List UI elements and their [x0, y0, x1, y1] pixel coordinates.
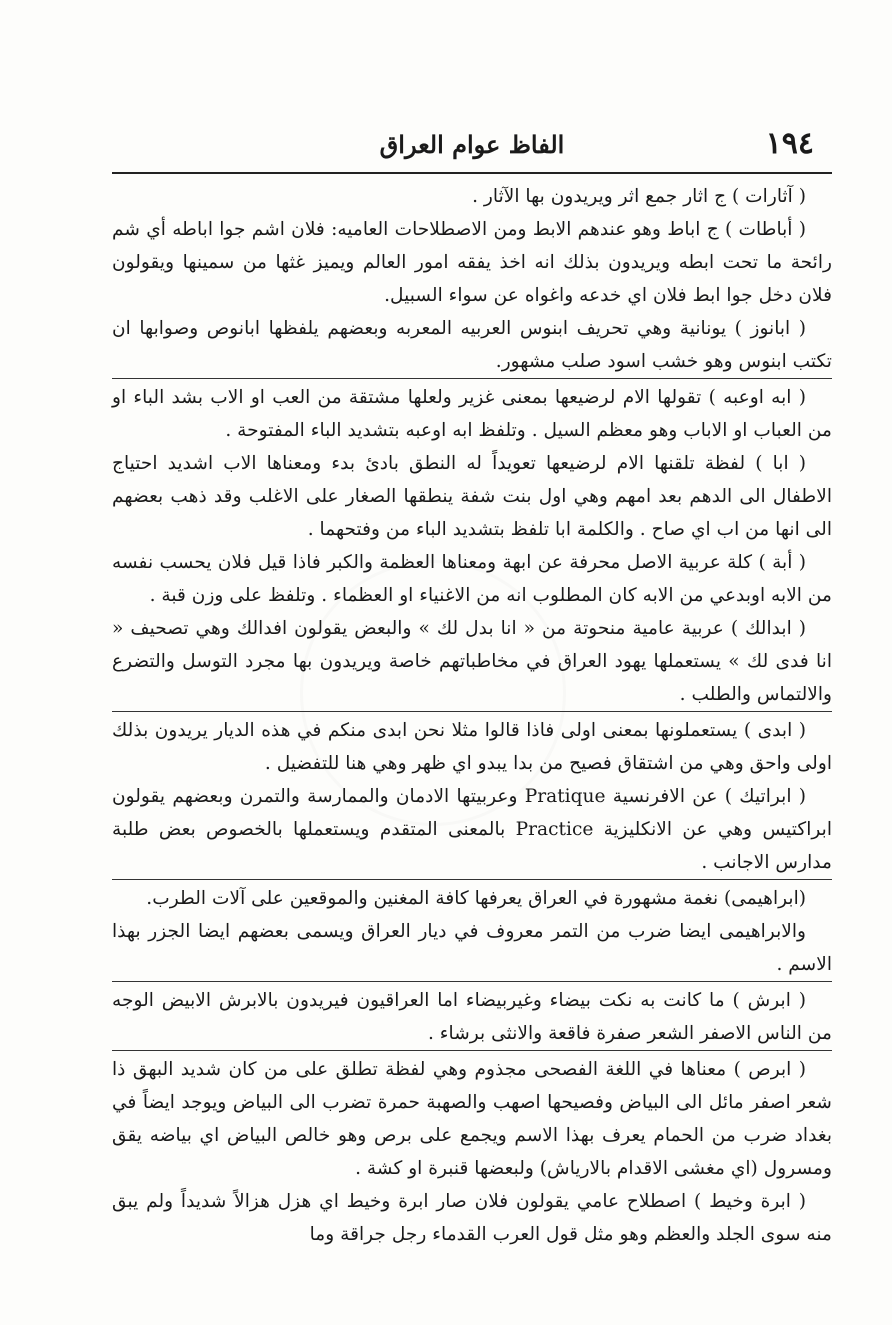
entry-atharat: ( آثارات ) ج اثار جمع اثر ويريدون بها الآثار .	[472, 186, 806, 207]
entry-abanuz: ( ابانوز ) يونانية وهي تحريف ابنوس العربيه المعربه وبعضهم يلفظها ابانوص وصوابها ان تكتب ابنوس وهو خشب اسود صلب مشهور.	[112, 318, 832, 372]
entry-abdalak: ( ابدالك ) عربية عامية منحوتة من « انا بدل لك » والبعض يقولون افدالك وهي تصحيف « انا فدى لك » يستعملها يهود العراق في مخاطباتهم خاصة ويريدون بها مجرد التوسل والتضرع والالتماس والطلب .	[112, 618, 832, 705]
entry-ibrahimi-date: والابراهيمى ايضا ضرب من التمر معروف في ديار العراق ويسمى بعضهم ايضا الجزر بهذا الاسم .	[112, 921, 832, 975]
entry-ibrahimi: (ابراهيمى) نغمة مشهورة في العراق يعرفها كافة المغنين والموقعين على آلات الطرب.	[112, 879, 832, 915]
entry-abda: ( ابدى ) يستعملونها بمعنى اولى فاذا قالوا مثلا نحن ابدى منكم في هذه الديار يريدون بذلك اولى واحق وهي من اشتقاق فصيح من بدا يبدو اي ظهر وهي هنا للتفضيل .	[112, 711, 832, 780]
entry-abras: ( ابرص ) معناها في اللغة الفصحى مجذوم وهي لفظة تطلق على من كان شديد البهق ذا شعر اصفر مائل الى البياض وفصيحها اصهب والصهبة حمرة تضرب الى البياض ويوجد ايضاً في بغداد ضرب من الحمام يعرف بهذا الاسم ويجمع على برص وهو خالص البياض اي بياضه يقق ومسرول (اي مغشى الاقدام بالارياش) ولبعضها قنبرة او كشة .	[112, 1050, 832, 1185]
book-page	[112, 120, 832, 1251]
entry-abba-awabba: ( ابه اوعبه ) تقولها الام لرضيعها بمعنى غزير ولعلها مشتقة من العب او الاب بشد الباء او من العباب او الاباب وهو معظم السيل . وتلفظ ابه اوعبه بتشديد الباء المفتوحة .	[112, 378, 832, 447]
entry-abatat: ( أباطات ) ج اباط وهو عندهم الابط ومن الاصطلاحات العاميه: فلان اشم جوا اباطه أي شم رائحة ما تحت ابطه ويريدون بذلك انه اخذ يفقه امور العالم ويميز غثها من سمينها ويقولون فلان دخل جوا ابط فلان اي خدعه واغواه عن سواء السبيل.	[112, 219, 832, 306]
entry-abrash: ( ابرش ) ما كانت به نكت بيضاء وغيربيضاء اما العراقيون فيريدون بالابرش الابيض الوجه من الناس الاصفر الشعر صفرة فاقعة والانثى برشاء .	[112, 981, 832, 1050]
entry-abratik: ( ابراتيك ) عن الافرنسية Pratique وعربيتها الادمان والممارسة والتمرن وبعضهم يقولون ابراكتيس وهي عن الانكليزية Practice بالمعنى المتقدم ويستعملها بالخصوص بعض طلبة مدارس الاجانب .	[112, 786, 832, 873]
page-number: ١٩٤	[765, 126, 814, 161]
running-title: الفاظ عوام العراق	[379, 130, 565, 159]
entry-ibra-wa-khait: ( ابرة وخيط ) اصطلاح عامي يقولون فلان صار ابرة وخيط اي هزل هزالاً شديداً ولم يبق منه سوى الجلد والعظم وهو مثل قول العرب القدماء رجل جراقة وما	[112, 1191, 832, 1245]
dictionary-entries	[112, 180, 832, 1251]
entry-abba: ( ابا ) لفظة تلقنها الام لرضيعها تعويداً له النطق بادئ بدء ومعناها الاب اشديد احتياج الاطفال الى الدهم بعد امهم وهي اول بنت شفة ينطقها الصغار على الاغلب وقد ذهب بعضهم الى انها من اب اي صاح . والكلمة ابا تلفظ بتشديد الباء من وفتحهما .	[112, 453, 832, 540]
page-header	[112, 120, 832, 174]
entry-ubba: ( أبة ) كلة عربية الاصل محرفة عن ابهة ومعناها العظمة والكبر فاذا قيل فلان يحسب نفسه من الابه اوبدعي من الابه كان المطلوب انه من الاغنياء او العظماء . وتلفظ على وزن قبة .	[112, 552, 832, 606]
